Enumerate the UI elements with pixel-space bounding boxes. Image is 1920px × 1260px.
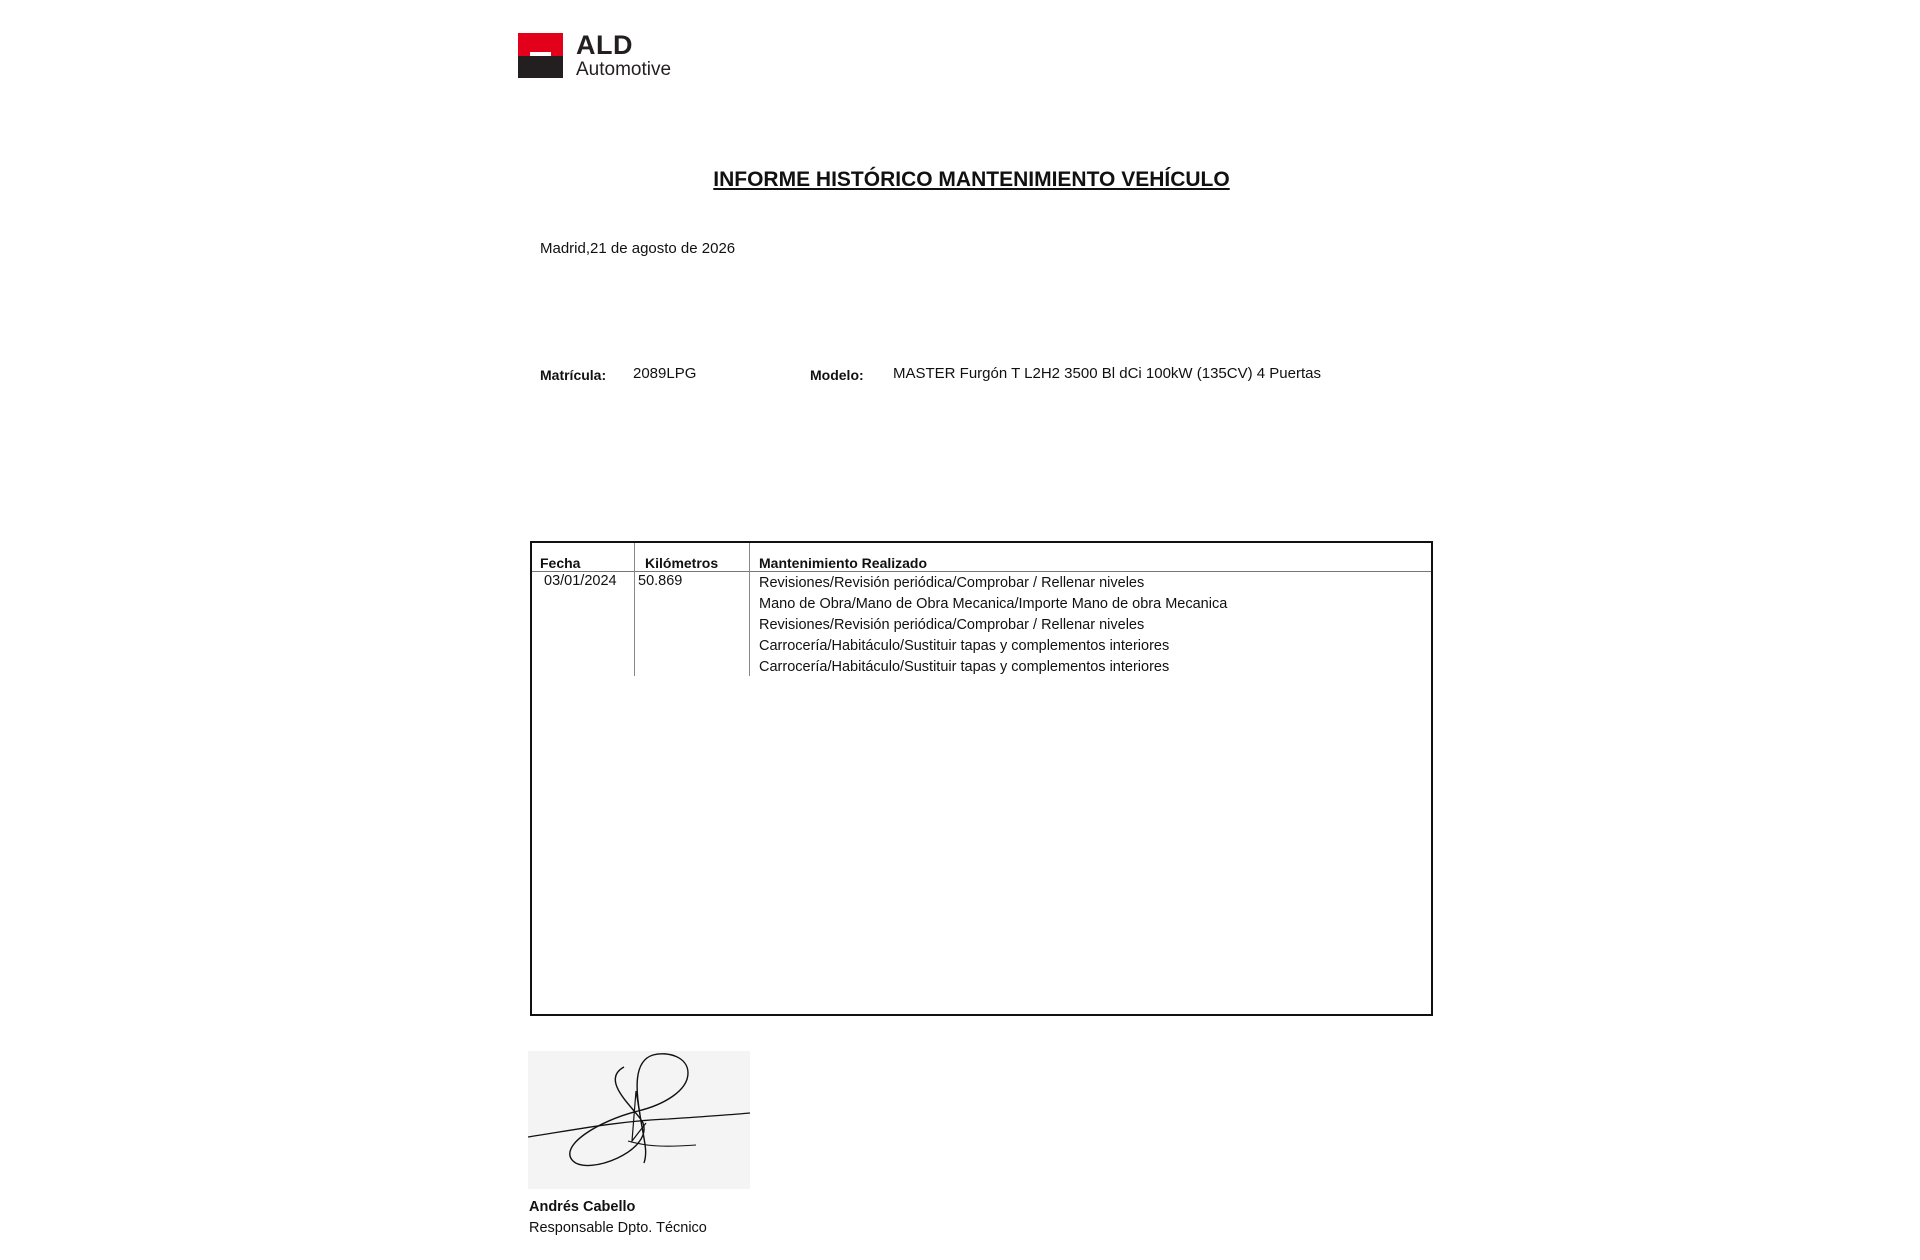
- column-divider: [634, 543, 635, 676]
- row-date: 03/01/2024: [544, 573, 617, 589]
- document-title: INFORME HISTÓRICO MANTENIMIENTO VEHÍCULO: [713, 168, 1230, 191]
- maintenance-task-list: [759, 573, 1227, 678]
- plate-label: Matrícula:: [540, 367, 607, 383]
- column-divider: [749, 543, 750, 676]
- logo-mark-icon: [518, 33, 563, 78]
- logo-line1: ALD: [576, 30, 633, 60]
- header-date: Fecha: [540, 555, 581, 571]
- signer-name: Andrés Cabello: [529, 1199, 636, 1215]
- row-km: 50.869: [638, 573, 683, 589]
- header-maintenance: Mantenimiento Realizado: [759, 555, 928, 571]
- list-item: Revisiones/Revisión periódica/Comprobar / Rellenar niveles: [759, 575, 1145, 591]
- date-line: Madrid,21 de agosto de 2026: [540, 240, 736, 257]
- list-item: Carrocería/Habitáculo/Sustituir tapas y complementos interiores: [759, 659, 1170, 675]
- list-item: Carrocería/Habitáculo/Sustituir tapas y complementos interiores: [759, 638, 1170, 654]
- header-divider: [532, 571, 1431, 572]
- model-label: Modelo:: [810, 367, 864, 383]
- list-item: Revisiones/Revisión periódica/Comprobar / Rellenar niveles: [759, 617, 1145, 633]
- handwritten-signature-icon: [528, 1051, 750, 1189]
- plate-value: 2089LPG: [633, 365, 697, 382]
- signer-role: Responsable Dpto. Técnico: [529, 1220, 707, 1236]
- maintenance-table: [530, 541, 1433, 1016]
- list-item: Mano de Obra/Mano de Obra Mecanica/Importe Mano de obra Mecanica: [759, 596, 1228, 612]
- model-value: MASTER Furgón T L2H2 3500 Bl dCi 100kW (135CV) 4 Puertas: [893, 365, 1321, 382]
- header-km: Kilómetros: [645, 555, 719, 571]
- logo-text: [576, 32, 671, 79]
- signature-image: [528, 1051, 750, 1189]
- logo-line2: Automotive: [576, 59, 672, 80]
- ald-automotive-logo: [518, 32, 690, 79]
